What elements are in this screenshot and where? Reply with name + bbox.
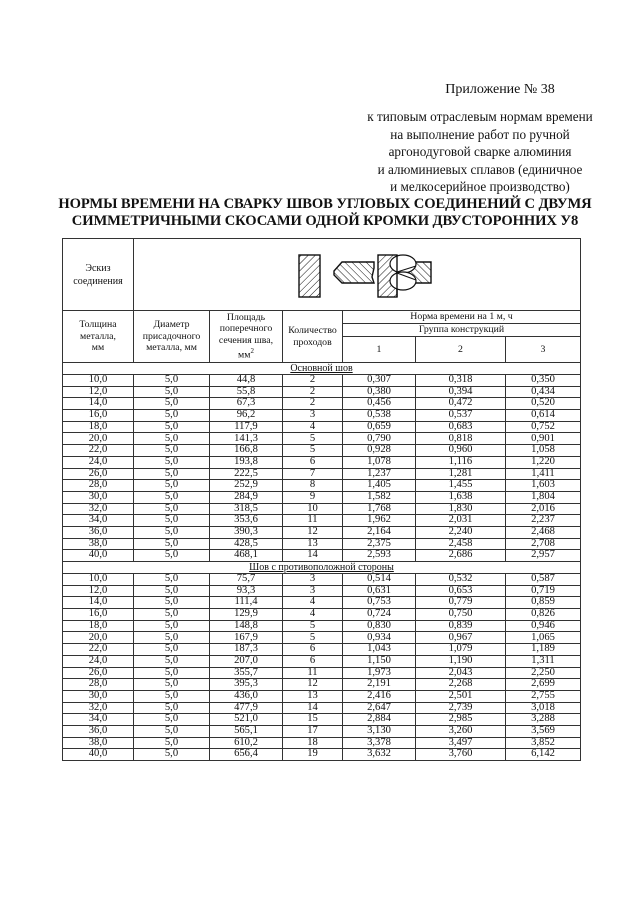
norm-group-1-cell: 3,130: [343, 725, 416, 737]
thickness-cell: 12,0: [63, 386, 134, 398]
thickness-cell: 28,0: [63, 480, 134, 492]
norm-group-1-cell: 2,416: [343, 690, 416, 702]
norm-group-3-cell: 0,587: [506, 574, 581, 586]
diameter-cell: 5,0: [134, 398, 210, 410]
header-row: [63, 311, 581, 324]
table-row: [63, 456, 581, 468]
norm-group-2-cell: 1,116: [416, 456, 506, 468]
diameter-cell: 5,0: [134, 468, 210, 480]
passes-cell: 6: [283, 655, 343, 667]
table-row: [63, 655, 581, 667]
area-cell: 468,1: [210, 550, 283, 562]
passes-cell: 13: [283, 690, 343, 702]
diameter-cell: 5,0: [134, 480, 210, 492]
norm-group-3-cell: 3,288: [506, 714, 581, 726]
table-row: [63, 515, 581, 527]
norm-group-2-cell: 2,686: [416, 550, 506, 562]
area-cell: 96,2: [210, 410, 283, 422]
norm-group-3-cell: 0,752: [506, 421, 581, 433]
section-header-row: [63, 562, 581, 574]
table-row: [63, 526, 581, 538]
diameter-cell: 5,0: [134, 433, 210, 445]
thickness-cell: 40,0: [63, 550, 134, 562]
appendix-line: и алюминиевых сплавов (единичное: [377, 161, 583, 177]
diameter-cell: 5,0: [134, 667, 210, 679]
thickness-cell: 38,0: [63, 538, 134, 550]
diameter-cell: 5,0: [134, 655, 210, 667]
title-line-2: СИММЕТРИЧНЫМИ СКОСАМИ ОДНОЙ КРОМКИ ДВУСТОРОННИХ У8: [71, 213, 579, 229]
table-row: [63, 702, 581, 714]
area-cell: 67,3: [210, 398, 283, 410]
section-label: Основной шов: [63, 363, 581, 375]
norm-group-3-cell: 3,852: [506, 737, 581, 749]
thickness-cell: 16,0: [63, 410, 134, 422]
norm-group-1-cell: 2,647: [343, 702, 416, 714]
norm-group-1-cell: 1,150: [343, 655, 416, 667]
norm-group-3-cell: 3,018: [506, 702, 581, 714]
thickness-cell: 32,0: [63, 702, 134, 714]
thickness-cell: 32,0: [63, 503, 134, 515]
norm-group-2-cell: 3,260: [416, 725, 506, 737]
norm-group-3-cell: 0,350: [506, 375, 581, 387]
norm-group-2-cell: 0,318: [416, 375, 506, 387]
norm-group-1-cell: 0,631: [343, 585, 416, 597]
appendix-line: к типовым отраслевым нормам времени: [367, 109, 593, 124]
area-cell: 148,8: [210, 620, 283, 632]
norm-group-2-cell: 3,497: [416, 737, 506, 749]
norm-group-1-cell: 0,790: [343, 433, 416, 445]
norm-group-2-cell: 1,281: [416, 468, 506, 480]
norm-group-3-cell: 1,065: [506, 632, 581, 644]
norm-group-3-cell: 1,411: [506, 468, 581, 480]
col-header-group-1: 1: [343, 337, 416, 363]
table-row: [63, 445, 581, 457]
area-cell: 75,7: [210, 574, 283, 586]
thickness-cell: 10,0: [63, 375, 134, 387]
sketch-label: соединения: [73, 275, 123, 287]
appendix-line: аргонодуговой сварке алюминия: [388, 144, 572, 159]
norm-group-2-cell: 1,079: [416, 644, 506, 656]
norm-group-1-cell: 0,724: [343, 609, 416, 621]
passes-cell: 17: [283, 725, 343, 737]
norm-group-3-cell: 1,058: [506, 445, 581, 457]
appendix-line: на выполнение работ по ручной: [390, 126, 570, 142]
passes-cell: 11: [283, 515, 343, 527]
diameter-cell: 5,0: [134, 702, 210, 714]
diameter-cell: 5,0: [134, 491, 210, 503]
table-row: [63, 398, 581, 410]
norm-group-3-cell: 2,957: [506, 550, 581, 562]
passes-cell: 10: [283, 503, 343, 515]
table-row: [63, 433, 581, 445]
area-cell: 187,3: [210, 644, 283, 656]
area-cell: 252,9: [210, 480, 283, 492]
diameter-cell: 5,0: [134, 445, 210, 457]
norm-group-1-cell: 0,514: [343, 574, 416, 586]
norm-group-1-cell: 2,191: [343, 679, 416, 691]
norm-group-1-cell: 0,659: [343, 421, 416, 433]
norm-group-2-cell: 0,839: [416, 620, 506, 632]
passes-cell: 4: [283, 421, 343, 433]
area-cell: 610,2: [210, 737, 283, 749]
table-row: [63, 725, 581, 737]
table-row: [63, 585, 581, 597]
thickness-cell: 18,0: [63, 421, 134, 433]
norm-group-3-cell: 1,220: [506, 456, 581, 468]
section-label: Шов с противоположной стороны: [63, 562, 581, 574]
thickness-cell: 22,0: [63, 644, 134, 656]
col-header-norm: Норма времени на 1 м, ч: [343, 311, 581, 324]
document-title: [40, 196, 610, 230]
col-header-group-2: 2: [416, 337, 506, 363]
norm-group-1-cell: 0,456: [343, 398, 416, 410]
passes-cell: 6: [283, 644, 343, 656]
col-header-diameter: Диаметр присадочного металла, мм: [134, 311, 210, 363]
norm-group-1-cell: 1,078: [343, 456, 416, 468]
norm-group-1-cell: 1,768: [343, 503, 416, 515]
area-cell: 521,0: [210, 714, 283, 726]
norm-group-3-cell: 2,708: [506, 538, 581, 550]
norm-group-2-cell: 0,683: [416, 421, 506, 433]
area-cell: 111,4: [210, 597, 283, 609]
norm-group-2-cell: 0,653: [416, 585, 506, 597]
area-cell: 395,3: [210, 679, 283, 691]
area-cell: 355,7: [210, 667, 283, 679]
norm-group-2-cell: 0,960: [416, 445, 506, 457]
diameter-cell: 5,0: [134, 725, 210, 737]
norm-group-3-cell: 0,719: [506, 585, 581, 597]
diameter-cell: 5,0: [134, 386, 210, 398]
norm-group-3-cell: 3,569: [506, 725, 581, 737]
area-cell: 193,8: [210, 456, 283, 468]
appendix-header: [320, 82, 620, 196]
table-row: [63, 609, 581, 621]
thickness-cell: 20,0: [63, 433, 134, 445]
thickness-cell: 20,0: [63, 632, 134, 644]
thickness-cell: 36,0: [63, 526, 134, 538]
table-row: [63, 421, 581, 433]
passes-cell: 2: [283, 398, 343, 410]
area-cell: 117,9: [210, 421, 283, 433]
passes-cell: 12: [283, 526, 343, 538]
norm-group-2-cell: 2,501: [416, 690, 506, 702]
passes-cell: 2: [283, 386, 343, 398]
table-row: [63, 468, 581, 480]
col-header-thickness: Толщина металла, мм: [63, 311, 134, 363]
norm-group-3-cell: 0,614: [506, 410, 581, 422]
diameter-cell: 5,0: [134, 749, 210, 761]
thickness-cell: 26,0: [63, 667, 134, 679]
area-cell: 129,9: [210, 609, 283, 621]
thickness-cell: 14,0: [63, 398, 134, 410]
passes-cell: 13: [283, 538, 343, 550]
passes-cell: 8: [283, 480, 343, 492]
sketch-label: Эскиз: [85, 262, 111, 274]
norm-group-2-cell: 2,458: [416, 538, 506, 550]
col-header-group-3: 3: [506, 337, 581, 363]
table-row: [63, 620, 581, 632]
norm-group-2-cell: 1,830: [416, 503, 506, 515]
norm-group-2-cell: 0,537: [416, 410, 506, 422]
area-cell: 93,3: [210, 585, 283, 597]
norm-group-2-cell: 0,818: [416, 433, 506, 445]
norm-group-1-cell: 1,237: [343, 468, 416, 480]
norm-group-3-cell: 0,859: [506, 597, 581, 609]
col-header-group: Группа конструкций: [343, 324, 581, 337]
norm-group-3-cell: 0,901: [506, 433, 581, 445]
passes-cell: 3: [283, 574, 343, 586]
diameter-cell: 5,0: [134, 515, 210, 527]
norm-group-1-cell: 3,378: [343, 737, 416, 749]
passes-cell: 11: [283, 667, 343, 679]
norm-group-3-cell: 0,434: [506, 386, 581, 398]
area-cell: 166,8: [210, 445, 283, 457]
table-row: [63, 480, 581, 492]
table-row: [63, 597, 581, 609]
passes-cell: 3: [283, 585, 343, 597]
passes-cell: 3: [283, 410, 343, 422]
norm-group-3-cell: 1,189: [506, 644, 581, 656]
thickness-cell: 10,0: [63, 574, 134, 586]
thickness-cell: 16,0: [63, 609, 134, 621]
norm-group-2-cell: 2,985: [416, 714, 506, 726]
passes-cell: 5: [283, 632, 343, 644]
norm-group-3-cell: 0,826: [506, 609, 581, 621]
table-row: [63, 667, 581, 679]
thickness-cell: 14,0: [63, 597, 134, 609]
diameter-cell: 5,0: [134, 620, 210, 632]
table-row: [63, 410, 581, 422]
diameter-cell: 5,0: [134, 503, 210, 515]
time-norms-table: [62, 238, 581, 761]
norm-group-1-cell: 2,375: [343, 538, 416, 550]
norm-group-3-cell: 2,699: [506, 679, 581, 691]
joint-sketch-cell: [134, 239, 581, 311]
title-line-1: НОРМЫ ВРЕМЕНИ НА СВАРКУ ШВОВ УГЛОВЫХ СОЕДИНЕНИЙ С ДВУМЯ: [58, 196, 592, 212]
norm-group-2-cell: 1,638: [416, 491, 506, 503]
norm-group-2-cell: 2,043: [416, 667, 506, 679]
diameter-cell: 5,0: [134, 538, 210, 550]
norm-group-3-cell: 1,804: [506, 491, 581, 503]
norm-group-3-cell: 0,520: [506, 398, 581, 410]
norm-group-3-cell: 2,468: [506, 526, 581, 538]
table-row: [63, 632, 581, 644]
appendix-line: и мелкосерийное производство): [390, 179, 570, 194]
passes-cell: 19: [283, 749, 343, 761]
diameter-cell: 5,0: [134, 679, 210, 691]
norm-group-2-cell: 0,967: [416, 632, 506, 644]
passes-cell: 14: [283, 702, 343, 714]
passes-cell: 5: [283, 433, 343, 445]
thickness-cell: 34,0: [63, 515, 134, 527]
norm-group-2-cell: 3,760: [416, 749, 506, 761]
norm-group-3-cell: 2,755: [506, 690, 581, 702]
norm-group-1-cell: 0,307: [343, 375, 416, 387]
area-cell: 55,8: [210, 386, 283, 398]
area-cell: 656,4: [210, 749, 283, 761]
passes-cell: 6: [283, 456, 343, 468]
norm-group-2-cell: 1,190: [416, 655, 506, 667]
table-row: [63, 749, 581, 761]
section-header-row: [63, 363, 581, 375]
norm-group-1-cell: 1,405: [343, 480, 416, 492]
norm-group-1-cell: 0,830: [343, 620, 416, 632]
norm-group-1-cell: 0,538: [343, 410, 416, 422]
diameter-cell: 5,0: [134, 737, 210, 749]
area-cell: 353,6: [210, 515, 283, 527]
norm-group-1-cell: 2,164: [343, 526, 416, 538]
diameter-cell: 5,0: [134, 714, 210, 726]
norm-group-1-cell: 0,934: [343, 632, 416, 644]
table-row: [63, 644, 581, 656]
appendix-number: Приложение № 38: [445, 82, 555, 97]
area-cell: 167,9: [210, 632, 283, 644]
table-row: [63, 714, 581, 726]
norm-group-1-cell: 1,973: [343, 667, 416, 679]
norm-group-1-cell: 2,593: [343, 550, 416, 562]
norm-group-2-cell: 0,532: [416, 574, 506, 586]
sketch-label-cell: [63, 239, 134, 311]
table-row: [63, 386, 581, 398]
norm-group-1-cell: 1,043: [343, 644, 416, 656]
col-header-area: Площадь поперечного сечения шва, $мм^2$: [210, 311, 283, 363]
norm-group-2-cell: 1,455: [416, 480, 506, 492]
thickness-cell: 12,0: [63, 585, 134, 597]
area-cell: 428,5: [210, 538, 283, 550]
norm-group-2-cell: 0,750: [416, 609, 506, 621]
area-cell: 477,9: [210, 702, 283, 714]
diameter-cell: 5,0: [134, 375, 210, 387]
thickness-cell: 24,0: [63, 456, 134, 468]
table-row: [63, 491, 581, 503]
norm-group-3-cell: 0,946: [506, 620, 581, 632]
diameter-cell: 5,0: [134, 574, 210, 586]
table-row: [63, 679, 581, 691]
table-row: [63, 550, 581, 562]
area-cell: 318,5: [210, 503, 283, 515]
passes-cell: 5: [283, 620, 343, 632]
thickness-cell: 30,0: [63, 491, 134, 503]
diameter-cell: 5,0: [134, 550, 210, 562]
norm-group-2-cell: 2,739: [416, 702, 506, 714]
thickness-cell: 18,0: [63, 620, 134, 632]
thickness-cell: 22,0: [63, 445, 134, 457]
diameter-cell: 5,0: [134, 421, 210, 433]
area-cell: 207,0: [210, 655, 283, 667]
passes-cell: 12: [283, 679, 343, 691]
table-row: [63, 503, 581, 515]
norm-group-1-cell: 3,632: [343, 749, 416, 761]
norm-group-3-cell: 2,016: [506, 503, 581, 515]
passes-cell: 18: [283, 737, 343, 749]
passes-cell: 2: [283, 375, 343, 387]
passes-cell: 4: [283, 609, 343, 621]
norm-group-1-cell: 2,884: [343, 714, 416, 726]
passes-cell: 14: [283, 550, 343, 562]
thickness-cell: 30,0: [63, 690, 134, 702]
area-cell: 222,5: [210, 468, 283, 480]
passes-cell: 4: [283, 597, 343, 609]
norm-group-2-cell: 2,268: [416, 679, 506, 691]
norm-group-1-cell: 1,962: [343, 515, 416, 527]
diameter-cell: 5,0: [134, 456, 210, 468]
table-row: [63, 574, 581, 586]
diameter-cell: 5,0: [134, 410, 210, 422]
thickness-cell: 40,0: [63, 749, 134, 761]
diameter-cell: 5,0: [134, 609, 210, 621]
table-row: [63, 690, 581, 702]
passes-cell: 5: [283, 445, 343, 457]
diameter-cell: 5,0: [134, 526, 210, 538]
passes-cell: 7: [283, 468, 343, 480]
passes-cell: 9: [283, 491, 343, 503]
thickness-cell: 24,0: [63, 655, 134, 667]
diameter-cell: 5,0: [134, 632, 210, 644]
norm-group-3-cell: 2,237: [506, 515, 581, 527]
norm-group-1-cell: 1,582: [343, 491, 416, 503]
area-cell: 141,3: [210, 433, 283, 445]
norm-group-2-cell: 2,240: [416, 526, 506, 538]
norm-group-2-cell: 0,394: [416, 386, 506, 398]
diameter-cell: 5,0: [134, 690, 210, 702]
diameter-cell: 5,0: [134, 644, 210, 656]
weld-joint-sketch-icon: [298, 251, 432, 299]
norm-group-1-cell: 0,753: [343, 597, 416, 609]
norm-group-2-cell: 2,031: [416, 515, 506, 527]
sketch-row: [63, 239, 581, 311]
norm-group-1-cell: 0,928: [343, 445, 416, 457]
area-cell: 44,8: [210, 375, 283, 387]
table-row: [63, 538, 581, 550]
area-cell: 565,1: [210, 725, 283, 737]
norm-group-3-cell: 2,250: [506, 667, 581, 679]
diameter-cell: 5,0: [134, 585, 210, 597]
norm-group-2-cell: 0,472: [416, 398, 506, 410]
area-cell: 390,3: [210, 526, 283, 538]
diameter-cell: 5,0: [134, 597, 210, 609]
passes-cell: 15: [283, 714, 343, 726]
thickness-cell: 36,0: [63, 725, 134, 737]
norm-group-3-cell: 6,142: [506, 749, 581, 761]
norm-group-3-cell: 1,603: [506, 480, 581, 492]
norm-group-3-cell: 1,311: [506, 655, 581, 667]
thickness-cell: 34,0: [63, 714, 134, 726]
thickness-cell: 38,0: [63, 737, 134, 749]
thickness-cell: 26,0: [63, 468, 134, 480]
area-cell: 284,9: [210, 491, 283, 503]
area-cell: 436,0: [210, 690, 283, 702]
table-row: [63, 737, 581, 749]
norm-group-2-cell: 0,779: [416, 597, 506, 609]
col-header-passes: Количество проходов: [283, 311, 343, 363]
norm-group-1-cell: 0,380: [343, 386, 416, 398]
table-row: [63, 375, 581, 387]
thickness-cell: 28,0: [63, 679, 134, 691]
